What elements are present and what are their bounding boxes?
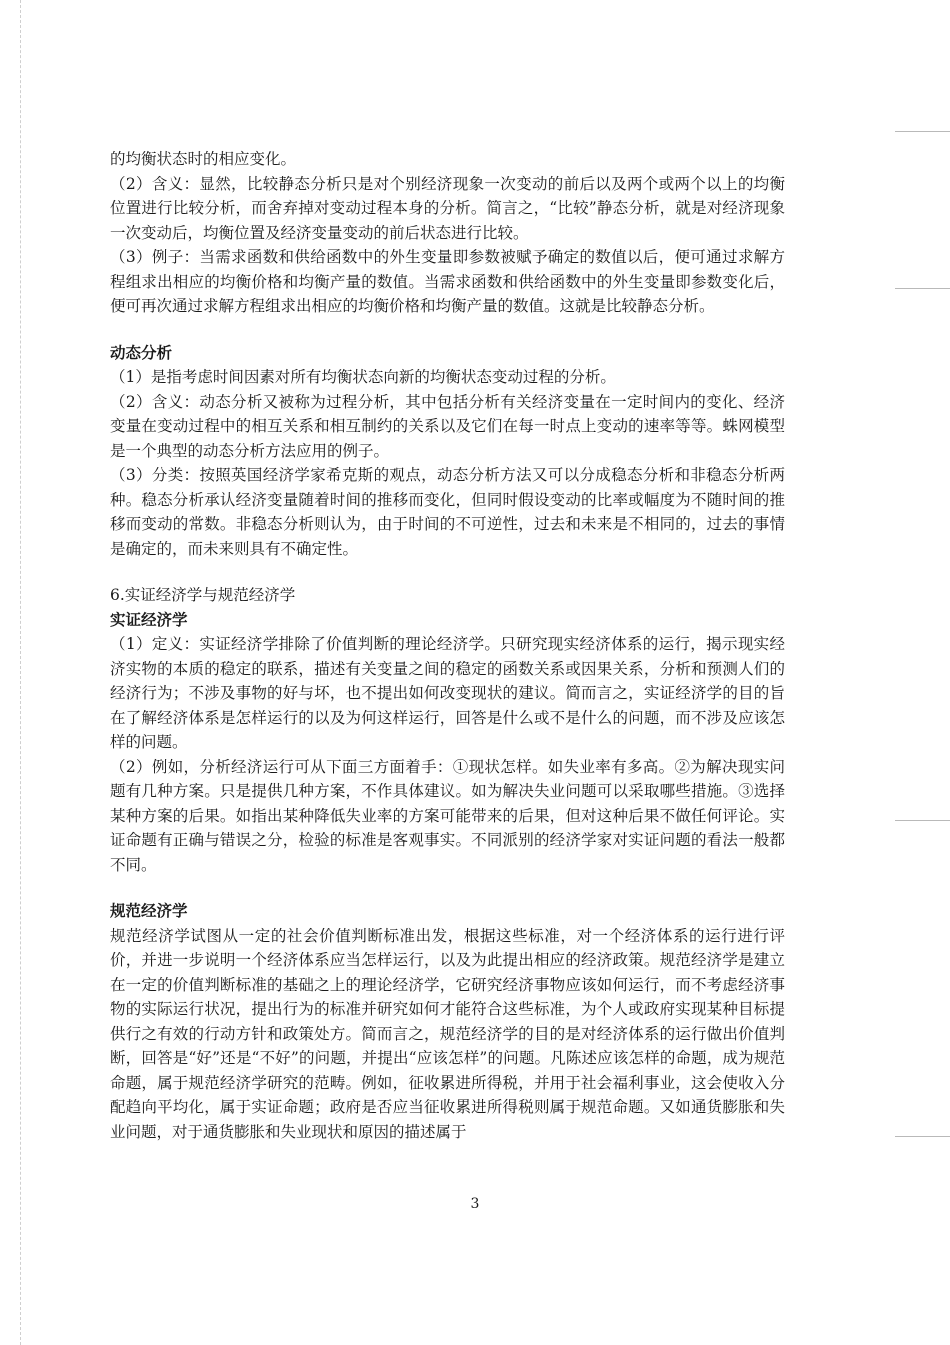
paragraph-comparative-meaning: （2）含义：显然，比较静态分析只是对个别经济现象一次变动的前后以及两个或两个以上的均衡位置进行比较分析，而舍弃掉对变动过程本身的分析。简言之，“比较”静态分析，就是对经济现象一次变动后，均衡位置及经济变量变动的前后状态进行比较。 — [110, 174, 785, 242]
paragraph-comparative-example: （3）例子：当需求函数和供给函数中的外生变量即参数被赋予确定的数值以后，便可通过求解方程组求出相应的均衡价格和均衡产量的数值。当需求函数和供给函数中的外生变量即参数变化后，便可再次通过求解方程组求出相应的均衡价格和均衡产量的数值。这就是比较静态分析。 — [110, 248, 785, 315]
paragraph-positive-example: （2）例如，分析经济运行可从下面三方面着手：①现状怎样。如失业率有多高。②为解决现实问题有几种方案。只是提供几种方案，不作具体建议。如为解决失业问题可以采取哪些措施。③选择某种方案的后果。如指出某种降低失业率的方案可能带来的后果，但对这种后果不做任何评论。实证命题有正确与错误之分，检验的标准是客观事实。不同派别的经济学家对实证问题的看法一般都不同。 — [110, 757, 785, 874]
scan-line — [895, 288, 950, 289]
paragraph-dynamic-meaning: （2）含义：动态分析又被称为过程分析，其中包括分析有关经济变量在一定时间内的变化、经济变量在变动过程中的相互关系和相互制约的关系以及它们在每一时点上变动的速率等等。蛛网模型是一个典型的动态分析方法应用的例子。 — [110, 392, 785, 460]
heading-positive-economics: 实证经济学 — [110, 609, 188, 629]
page-edge-left — [0, 0, 21, 1345]
scan-line — [895, 820, 950, 821]
heading-dynamic-analysis: 动态分析 — [110, 342, 173, 362]
scan-line — [895, 1136, 950, 1137]
paragraph-dynamic-definition: （1）是指考虑时间因素对所有均衡状态向新的均衡状态变动过程的分析。 — [110, 368, 616, 386]
heading-normative-economics: 规范经济学 — [110, 901, 188, 920]
paragraph-dynamic-classification: （3）分类：按照英国经济学家希克斯的观点，动态分析方法又可以分成稳态分析和非稳态分析两种。稳态分析承认经济变量随着时间的推移而变化，但同时假设变动的比率或幅度为不随时间的推移而变动的常数。非稳态分析则认为，由于时间的不可逆性，过去和未来是不相同的，过去的事情是确定的，而未来则具有不确定性。 — [110, 466, 785, 558]
document-body — [110, 147, 785, 1144]
page-number: 3 — [470, 1196, 480, 1212]
scan-line — [895, 131, 950, 132]
paragraph-positive-definition: （1）定义：实证经济学排除了价值判断的理论经济学。只研究现实经济体系的运行，揭示现实经济实物的本质的稳定的联系，描述有关变量之间的稳定的函数关系或因果关系，分析和预测人们的经济行为；不涉及事物的好与坏，也不提出如何改变现状的建议。简而言之，实证经济学的目的旨在了解经济体系是怎样运行的以及为何这样运行，回答是什么或不是什么的问题，而不涉及应该怎样的问题。 — [110, 635, 785, 751]
paragraph-normative-body: 规范经济学试图从一定的社会价值判断标准出发，根据这些标准，对一个经济体系的运行进行评价，并进一步说明一个经济体系应当怎样运行，以及为此提出相应的经济政策。规范经济学是建立在一定的价值判断标准的基础之上的理论经济学，它研究经济事物应该如何运行，而不考虑经济事物的实际运行状况，提出行为的标准并研究如何才能符合这些标准，为个人或政府实现某种目标提供行之有效的行动方针和政策处方。简而言之，规范经济学的目的是对经济体系的运行做出价值判断，回答是“好”还是“不好”的问题，并提出“应该怎样”的问题。凡陈述应该怎样的命题，成为规范命题，属于规范经济学研究的范畴。例如，征收累进所得税，并用于社会福利事业，这会使收入分配趋向平均化，属于实证命题；政府是否应当征收累进所得税则属于规范命题。又如通货膨胀和失业问题，对于通货膨胀和失业现状和原因的描述属于 — [110, 926, 785, 1141]
section-title-six: 6.实证经济学与规范经济学 — [110, 586, 296, 604]
paragraph-continued: 的均衡状态时的相应变化。 — [110, 150, 297, 168]
